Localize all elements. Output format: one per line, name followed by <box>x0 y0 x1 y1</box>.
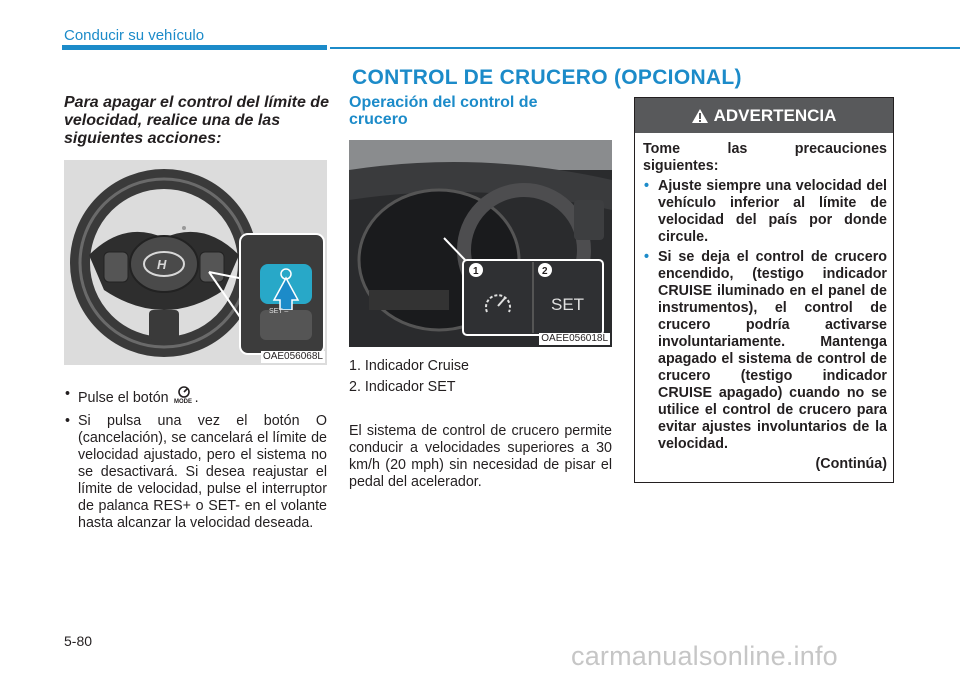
indicator-list <box>349 356 469 398</box>
callout-2: 2 <box>542 266 548 277</box>
list-item: • Ajuste siempre una velocidad del vehículo inferior al límite de velocidad del país por donde circule. <box>643 178 887 246</box>
steering-wheel-figure <box>64 160 327 365</box>
warning-triangle-icon <box>692 109 708 123</box>
instrument-panel-illustration <box>349 140 612 347</box>
set-indicator-text: SET <box>551 295 585 314</box>
warning-intro: Tome las precauciones <box>643 141 887 157</box>
steering-wheel-illustration <box>64 160 327 365</box>
instrument-panel-figure <box>349 140 612 347</box>
inset-set-text: SET – <box>269 308 289 315</box>
warning-list <box>643 178 887 453</box>
warning-heading: ADVERTENCIA <box>713 105 837 125</box>
header-rule-thick <box>62 45 327 50</box>
left-intro: Para apagar el control del límite de velocidad, realice una de las siguientes acciones: <box>64 94 329 147</box>
bullet-text: Pulse el botón <box>78 390 169 406</box>
continues-label: (Continúa) <box>815 456 887 472</box>
left-bullets <box>64 386 327 536</box>
cruise-operation-heading: Operación del control de crucero <box>349 94 538 128</box>
warning-box <box>634 97 894 483</box>
warning-header <box>635 98 893 133</box>
warning-intro-2: siguientes: <box>643 158 719 174</box>
figure-code-1: OAE056068L <box>262 351 323 362</box>
warning-body <box>643 141 887 473</box>
cruise-description: El sistema de control de crucero permite conducir a velocidades superiores a 30 km/h (20 mph) sin necesidad de pisar el pedal del acelerador. <box>349 423 612 490</box>
header-rule-thin <box>330 47 960 49</box>
page-title: CONTROL DE CRUCERO (OPCIONAL) <box>352 66 742 89</box>
cruise-mode-icon <box>173 386 195 409</box>
list-item: • Si se deja el control de crucero encendido, (testigo indicador CRUISE iluminado en el panel de instrumentos), el control de crucero podría activarse involuntariamente. Mantenga apagado el sistema de control de crucero (testigo indicador CRUISE apagado) cuando no se utilice el control de crucero para evitar ajustes involuntarios de la velocidad. <box>643 249 887 453</box>
page-number: 5-80 <box>64 633 93 649</box>
watermark: carmanualsonline.info <box>571 641 838 671</box>
figure-code-2: OAEE056018L <box>541 333 608 344</box>
list-item: • Si pulsa una vez el botón O (cancelación), se cancelará el límite de velocidad ajustado, pero el sistema no se desactivará. Si desea reajustar el límite de velocidad, pulse el interruptor de palanca RES+ o SET- en el volante hasta alcanzar la velocidad deseada. <box>64 413 327 532</box>
list-item: 2. Indicador SET <box>349 379 456 395</box>
list-item: • Pulse el botón MODE . <box>64 386 327 409</box>
callout-1: 1 <box>473 266 479 277</box>
svg-text:MODE: MODE <box>173 399 192 404</box>
svg-text:H: H <box>157 257 167 272</box>
section-label: Conducir su vehículo <box>64 27 205 44</box>
list-item: 1. Indicador Cruise <box>349 358 469 374</box>
